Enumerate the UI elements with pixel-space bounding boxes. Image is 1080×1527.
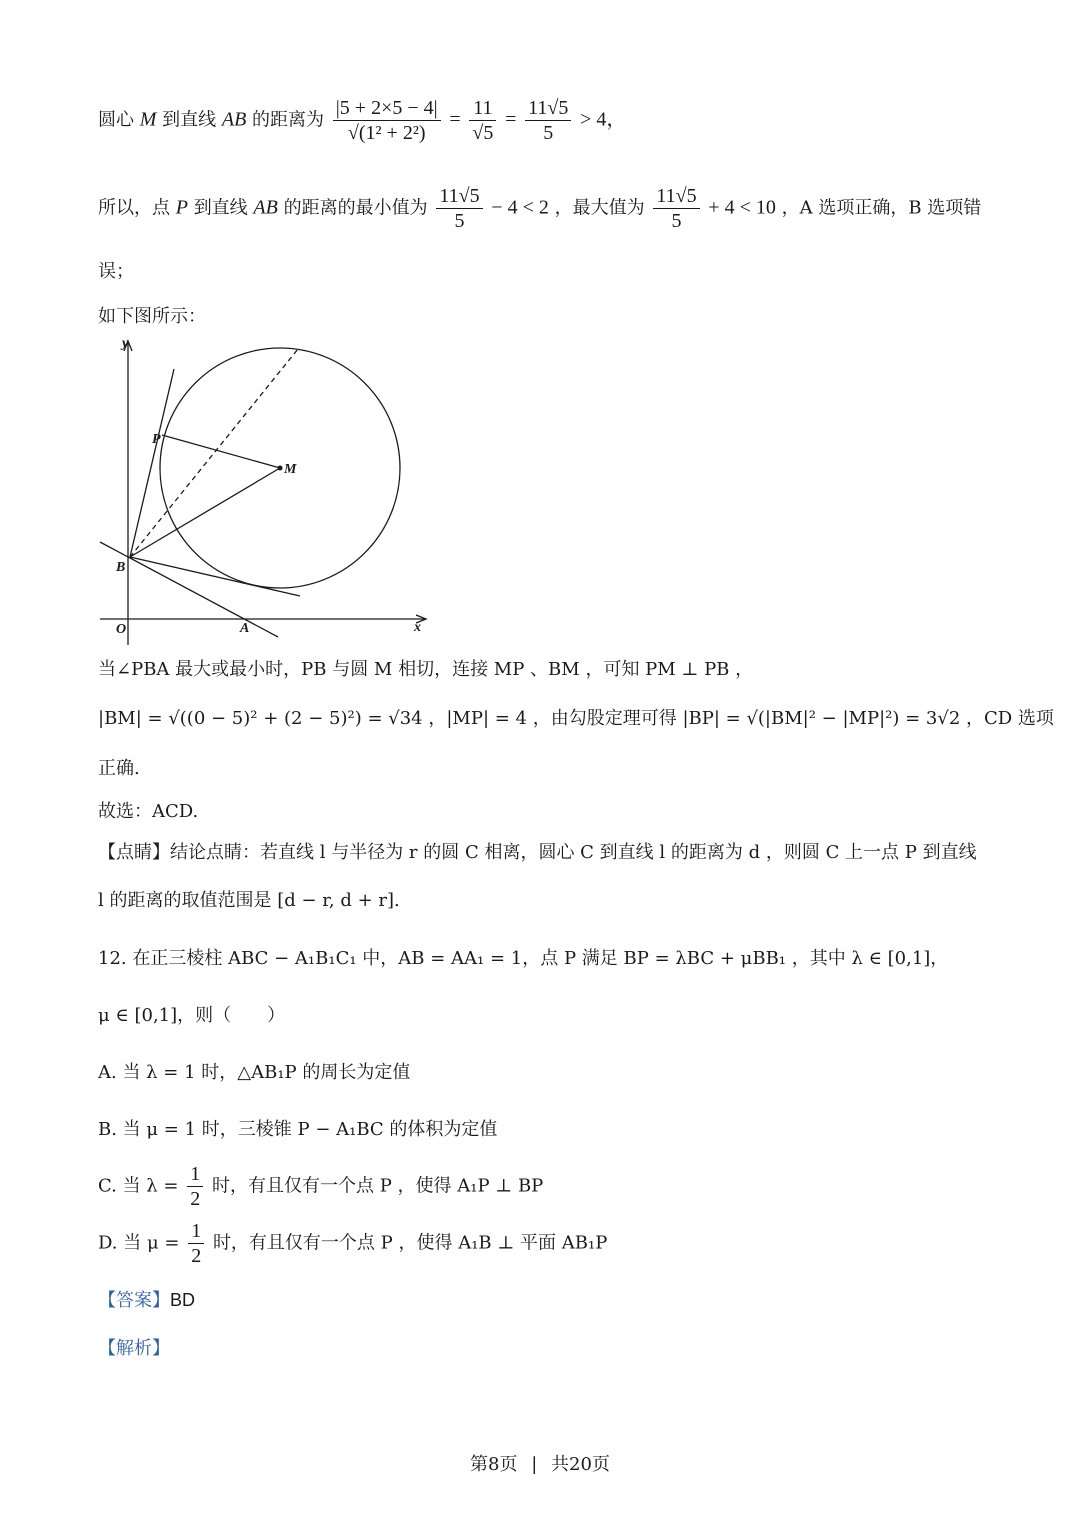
analysis-line xyxy=(98,1336,170,1362)
denominator: 2 xyxy=(190,1188,201,1210)
option-d xyxy=(98,1219,607,1268)
numerator: 1 xyxy=(187,1162,203,1187)
answer-line xyxy=(98,1287,195,1314)
option-c xyxy=(98,1162,543,1211)
fraction xyxy=(653,184,699,233)
point-m xyxy=(278,466,283,471)
fraction xyxy=(333,96,441,145)
label-p: P xyxy=(152,432,161,447)
dashed-line xyxy=(130,349,298,557)
text: D. 当 μ = xyxy=(98,1232,180,1254)
denominator: √5 xyxy=(472,122,494,144)
fraction xyxy=(525,96,571,145)
line-ab xyxy=(100,542,278,637)
numerator: 1 xyxy=(188,1219,204,1244)
page-footer xyxy=(0,1450,1080,1476)
denominator: 5 xyxy=(454,210,465,232)
line-conclusion xyxy=(98,840,977,866)
question-12-line2: μ ∈ [0,1]，则（ ） xyxy=(98,1005,286,1026)
line-text: 正确. xyxy=(98,758,140,779)
denominator: 2 xyxy=(191,1245,202,1267)
text: 的距离为 xyxy=(252,109,325,131)
line-text: 故选：ACD. xyxy=(98,801,199,822)
fraction-half xyxy=(187,1162,203,1211)
page-total: 共20页 xyxy=(551,1454,610,1475)
symbol-ab: AB xyxy=(221,108,247,131)
numerator: 11√5 xyxy=(653,184,699,209)
answer-value: BD xyxy=(170,1290,196,1310)
option-b: B. 当 μ = 1 时，三棱锥 P − A₁BC 的体积为定值 xyxy=(98,1119,498,1140)
label-o: O xyxy=(116,622,127,637)
line-text: l 的距离的取值范围是 [d − r, d + r]. xyxy=(98,890,400,911)
analysis-tag: 【解析】 xyxy=(98,1338,170,1359)
text: − 4 < 2 xyxy=(491,196,549,219)
tangent-lower xyxy=(130,557,300,596)
line-distance: 圆心 M 到直线 AB 的距离为 $\frac{|5 + 2\times 5 - 4|}{\text{√(1² + 2²)}}$ = $\frac{11}{√5}$ = $\frac{11√5}{5}$ > 4， xyxy=(98,97,627,144)
page-number: 第8页 xyxy=(470,1454,518,1475)
text: > 4， xyxy=(580,108,627,131)
text: 的距离的最小值为 xyxy=(283,197,428,219)
text: 结论点睛：若直线 l 与半径为 r 的圆 C 相离，圆心 C 到直线 l 的距离为 d ，则圆 C 上一点 P 到直线 xyxy=(170,842,977,863)
answer-tag: 【答案】 xyxy=(98,1290,170,1311)
symbol-p: P xyxy=(175,196,188,219)
text: 到直线 xyxy=(193,197,248,219)
fraction xyxy=(469,96,496,145)
text: C. 当 λ = xyxy=(98,1175,179,1197)
text: + 4 < 10 xyxy=(708,196,776,219)
line-text: |BM| = √((0 − 5)² + (2 − 5)²) = √34 ，|MP| = 4 ，由勾股定理可得 |BP| = √(|BM|² − |MP|²) = 3√2 ，CD 选项 xyxy=(98,708,1054,729)
text: 圆心 xyxy=(98,109,134,131)
geometry-figure xyxy=(98,335,438,645)
tag-dianjing: 【点睛】 xyxy=(98,842,170,863)
fraction xyxy=(436,184,482,233)
numerator: 11√5 xyxy=(436,184,482,209)
label-a: A xyxy=(240,621,250,636)
tangent-upper xyxy=(130,369,174,557)
symbol-ab: AB xyxy=(253,196,278,219)
line-min-max xyxy=(98,184,981,233)
text: 到直线 xyxy=(162,109,217,131)
footer-separator: | xyxy=(531,1454,538,1475)
line-text: 误； xyxy=(98,261,134,282)
denominator: 5 xyxy=(671,210,682,232)
fraction-half xyxy=(188,1219,204,1268)
label-m: M xyxy=(284,462,297,477)
line-text: 当∠PBA 最大或最小时，PB 与圆 M 相切，连接 MP 、BM ，可知 PM ⊥ PB ， xyxy=(98,659,754,680)
segment-pm xyxy=(162,435,280,468)
numerator: 11 xyxy=(469,96,496,121)
label-x: x xyxy=(414,620,421,635)
text: 时，有且仅有一个点 P ，使得 A₁P ⊥ BP xyxy=(211,1175,544,1197)
question-12-line1: 12. 在正三棱柱 ABC − A₁B₁C₁ 中，AB = AA₁ = 1，点 P 满足 BP = λBC + μBB₁ ，其中 λ ∈ [0,1]， xyxy=(98,948,949,969)
option-a: A. 当 λ = 1 时，△AB₁P 的周长为定值 xyxy=(98,1062,411,1083)
numerator: |5 + 2×5 − 4| xyxy=(333,96,441,121)
denominator: 5 xyxy=(543,122,554,144)
line-text: 如下图所示： xyxy=(98,306,206,327)
segment-bm xyxy=(130,468,280,557)
text: 所以，点 xyxy=(98,197,170,219)
label-b: B xyxy=(116,560,126,575)
denominator: √(1² + 2²) xyxy=(347,122,426,144)
text: ，A 选项正确，B 选项错 xyxy=(781,197,982,219)
numerator: 11√5 xyxy=(525,96,571,121)
symbol-m: M xyxy=(139,108,157,131)
label-y: y xyxy=(122,336,129,351)
text: 时，有且仅有一个点 P ，使得 A₁B ⊥ 平面 AB₁P xyxy=(212,1232,608,1254)
text: ，最大值为 xyxy=(554,197,645,219)
